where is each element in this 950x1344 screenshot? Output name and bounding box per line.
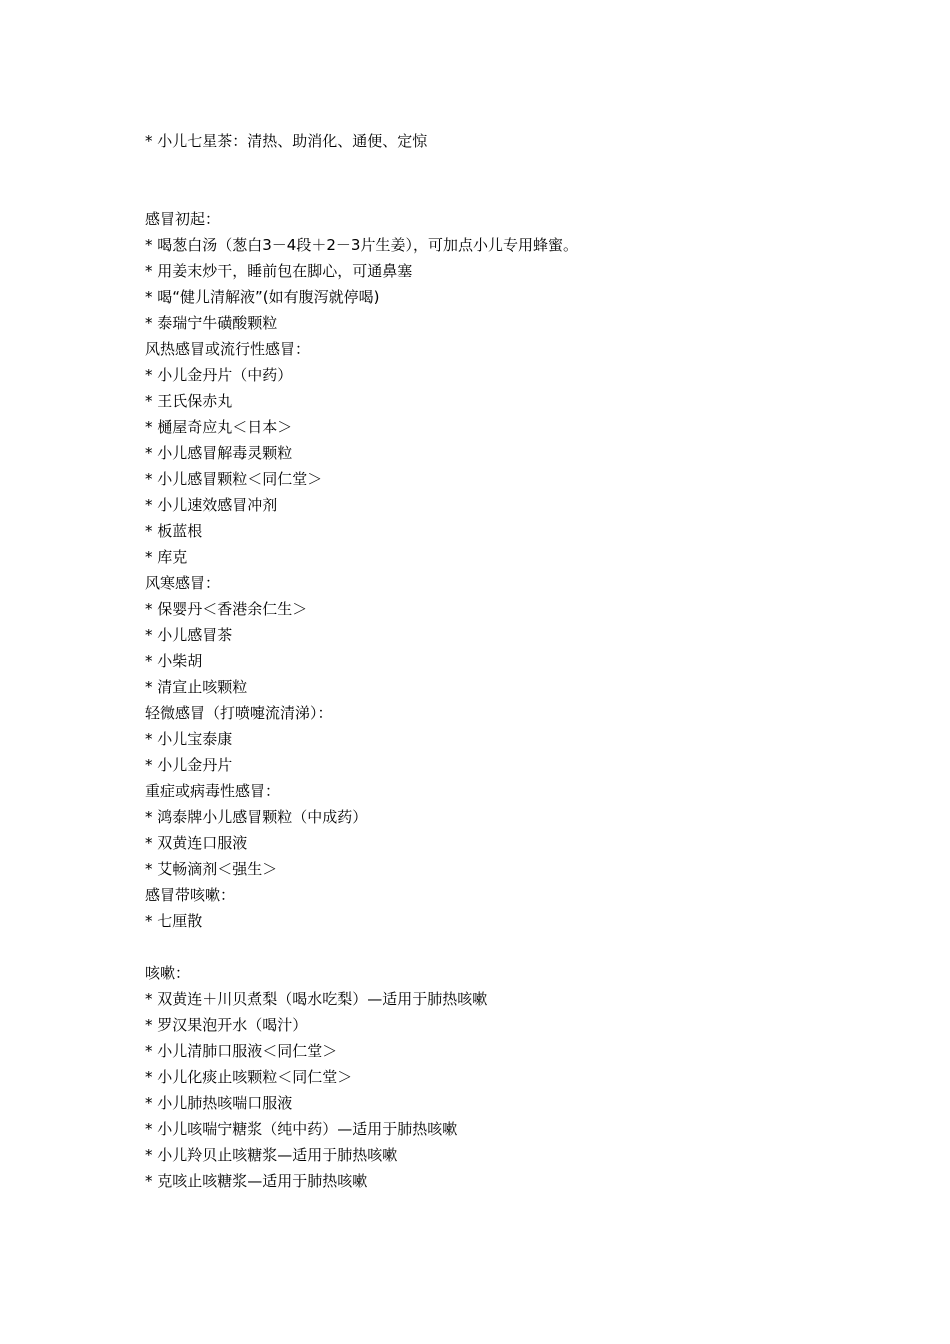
list-item: * 小儿肺热咳喘口服液 (145, 1094, 293, 1112)
list-item: * 小儿速效感冒冲剂 (145, 496, 278, 514)
section-heading-severe-cold: 重症或病毒性感冒： (145, 782, 281, 800)
list-item: * 罗汉果泡开水（喝汁） (145, 1016, 308, 1034)
list-item: * 小儿金丹片 (145, 756, 233, 774)
section-heading-cough: 咳嗽： (145, 964, 191, 982)
list-item: * 喝葱白汤（葱白3－4段＋2－3片生姜），可加点小儿专用蜂蜜。 (145, 236, 578, 254)
list-item: * 小儿感冒解毒灵颗粒 (145, 444, 293, 462)
list-item: * 双黄连口服液 (145, 834, 248, 852)
list-item: * 小儿金丹片（中药） (145, 366, 293, 384)
list-item: * 喝“健儿清解液”(如有腹泻就停喝) (145, 288, 380, 306)
section-heading-mild-cold: 轻微感冒（打喷嚏流清涕）： (145, 704, 333, 722)
list-item: * 小儿咳喘宁糖浆（纯中药）—适用于肺热咳嗽 (145, 1120, 458, 1138)
section-heading-cold-early: 感冒初起： (145, 210, 221, 228)
list-item: * 清宣止咳颗粒 (145, 678, 248, 696)
list-item: * 艾畅滴剂＜强生＞ (145, 860, 278, 878)
intro-line: * 小儿七星茶：清热、助消化、通便、定惊 (145, 132, 428, 150)
list-item: * 鸿泰牌小儿感冒颗粒（中成药） (145, 808, 368, 826)
list-item: * 小儿清肺口服液＜同仁堂＞ (145, 1042, 338, 1060)
list-item: * 小儿感冒茶 (145, 626, 233, 644)
list-item: * 小儿化痰止咳颗粒＜同仁堂＞ (145, 1068, 353, 1086)
sections-container (145, 206, 845, 1194)
list-item: * 用姜末炒干，睡前包在脚心，可通鼻塞 (145, 262, 413, 280)
list-item: * 板蓝根 (145, 522, 203, 540)
section-heading-cold-cough: 感冒带咳嗽： (145, 886, 236, 904)
list-item: * 库克 (145, 548, 188, 566)
list-item: * 樋屋奇应丸＜日本＞ (145, 418, 293, 436)
spacer (145, 934, 845, 960)
section-heading-wind-cold: 风寒感冒： (145, 574, 221, 592)
list-item: * 王氏保赤丸 (145, 392, 233, 410)
list-item: * 小儿羚贝止咳糖浆—适用于肺热咳嗽 (145, 1146, 398, 1164)
list-item: * 小柴胡 (145, 652, 203, 670)
list-item: * 双黄连＋川贝煮梨（喝水吃梨）—适用于肺热咳嗽 (145, 990, 488, 1008)
list-item: * 小儿宝泰康 (145, 730, 233, 748)
list-item: * 七厘散 (145, 912, 203, 930)
list-item: * 保婴丹＜香港余仁生＞ (145, 600, 308, 618)
list-item: * 泰瑞宁牛磺酸颗粒 (145, 314, 278, 332)
list-item: * 小儿感冒颗粒＜同仁堂＞ (145, 470, 323, 488)
list-item: * 克咳止咳糖浆—适用于肺热咳嗽 (145, 1172, 368, 1190)
spacer (145, 154, 845, 206)
document-page (145, 128, 845, 1194)
section-heading-wind-heat: 风热感冒或流行性感冒： (145, 340, 311, 358)
